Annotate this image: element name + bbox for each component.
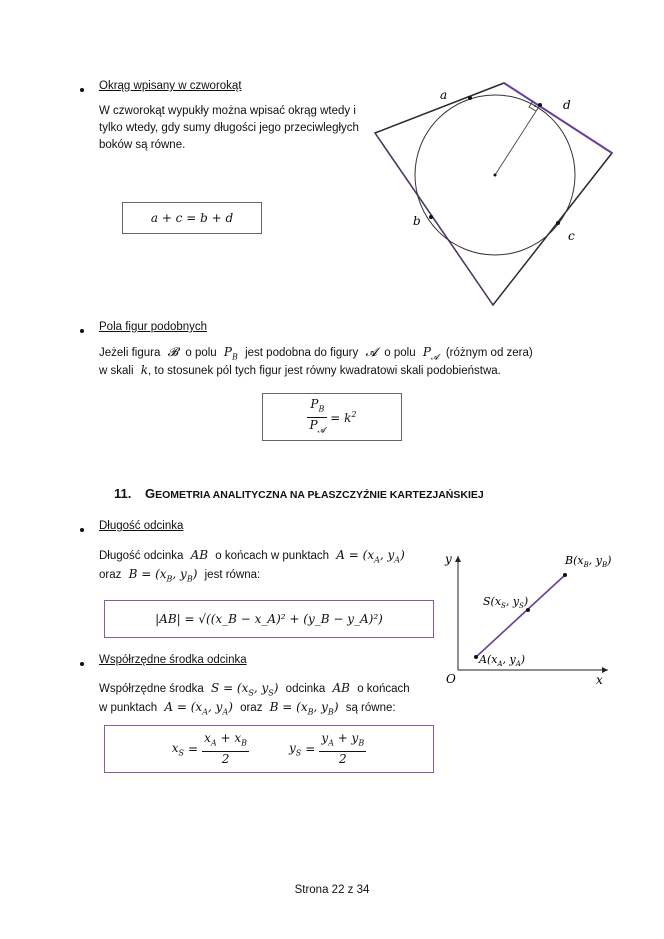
segment-AB xyxy=(476,575,565,657)
inscribed-circle-text: W czworokąt wypukły można wpisać okrąg wtedy i tylko wtedy, gdy sumy długości jego przeciwległych boków są równe. xyxy=(99,105,359,151)
point-B-label: $B(x_B$, $y_B$) xyxy=(565,554,612,569)
similar-areas-line2: w skali k, to stosunek pól tych figur jest równy kwadratowi skali podobieństwa. xyxy=(99,363,501,377)
tangent-point-b xyxy=(429,215,433,219)
bullet xyxy=(80,88,84,92)
center-dot xyxy=(494,174,497,177)
section-heading-segment-length: Długość odcinka xyxy=(99,520,184,532)
origin-label: O xyxy=(446,672,456,686)
midpoint-line1: Współrzędne środka $S = (x_S$, $y_S$) odcinka AB o końcach xyxy=(99,681,410,698)
label-d: d xyxy=(563,98,571,112)
section-11-title: 11. GEOMETRIA ANALITYCZNA NA PŁASZCZYŹNIE KARTEZJAŃSKIEJ xyxy=(114,486,484,501)
tangent-point-c xyxy=(556,221,560,225)
inscribed-circle-diagram xyxy=(365,75,625,315)
section-heading-inscribed-circle: Okrąg wpisany w czworokąt xyxy=(99,80,242,92)
label-c: c xyxy=(568,229,575,243)
label-a: a xyxy=(440,88,448,102)
area-ratio-rhs: = $k^2$ xyxy=(330,409,357,425)
quadrilateral xyxy=(375,83,612,305)
coordinate-graph xyxy=(438,548,628,688)
point-S-label: $S(x_S$, $y_S$) xyxy=(483,595,529,610)
area-ratio-fraction: $\frac{P_B}{P_𝓐}$ xyxy=(309,397,326,434)
point-A-label: $A(x_A$, $y_A$) xyxy=(479,653,526,668)
section-heading-midpoint: Współrzędne środka odcinka xyxy=(99,654,247,666)
formula-box-inscribed xyxy=(122,202,262,234)
midpoint-line2: w punktach $A = (x_A$, $y_A$) oraz $B = (x_B$, $y_B$) są równe: xyxy=(99,700,396,717)
formula-midpoint-y: $y_S$ = $\frac{y_A + y_B}{2}$ xyxy=(288,731,365,766)
section-heading-similar-areas: Pola figur podobnych xyxy=(99,321,208,333)
radius-line xyxy=(495,105,540,175)
similar-areas-line1: Jeżeli figura 𝓑 o polu $P_B$ jest podobna do figury 𝓐 o polu $P_𝓐$ (różnym od zera) xyxy=(99,345,533,362)
point-B-dot xyxy=(563,573,567,577)
point-S-dot xyxy=(526,608,530,612)
tangent-point-d xyxy=(538,103,542,107)
y-axis-label: y xyxy=(445,552,452,566)
page-number: Strona 22 z 34 xyxy=(294,884,370,896)
formula-inscribed: a + c = b + d xyxy=(150,211,234,225)
segment-length-line1: Długość odcinka AB o końcach w punktach $A = (x_A$, $y_A$) xyxy=(99,548,405,565)
formula-box-similar xyxy=(262,393,402,441)
side-b-highlight xyxy=(375,133,493,305)
formula-box-segment-length xyxy=(104,600,434,638)
segment-length-line2: oraz $B = (x_B$, $y_B$) jest równa: xyxy=(99,567,261,584)
point-A-dot xyxy=(474,655,478,659)
bullet xyxy=(80,662,84,666)
formula-segment-length: |AB| = √((x_B − x_A)² + (y_B − y_A)²) xyxy=(155,612,383,626)
right-angle-dot xyxy=(534,105,536,107)
side-d-highlight xyxy=(504,83,612,153)
bullet xyxy=(80,329,84,333)
label-b: b xyxy=(413,214,421,228)
formula-midpoint-x: $x_S$ = $\frac{x_A + x_B}{2}$ xyxy=(171,731,247,766)
x-axis-label: x xyxy=(596,673,603,687)
formula-box-midpoint xyxy=(104,725,434,773)
bullet xyxy=(80,528,84,532)
tangent-point-a xyxy=(468,96,472,100)
